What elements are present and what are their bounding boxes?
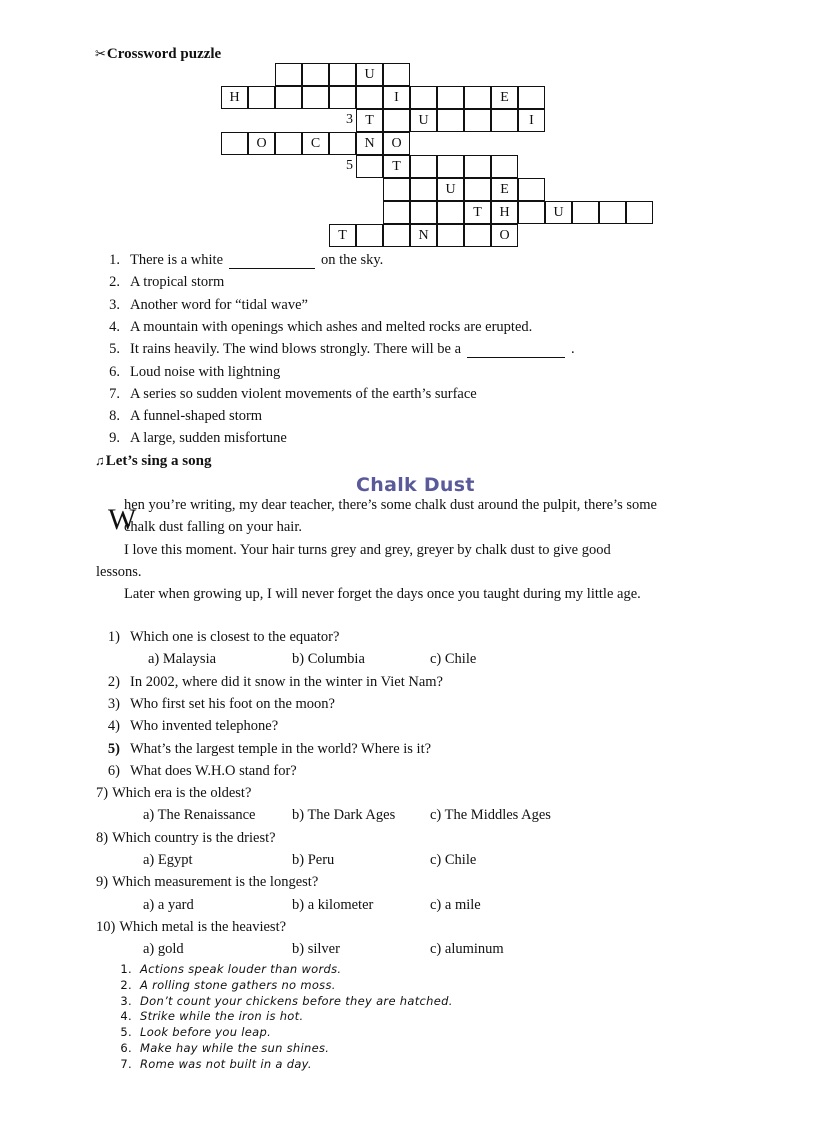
answer-option[interactable]: c) a mile (430, 896, 481, 913)
question-text: Which one is closest to the equator? (130, 629, 340, 645)
clue-number: 8. (109, 408, 120, 425)
crossword-cell[interactable] (356, 155, 383, 178)
crossword-cell[interactable] (410, 201, 437, 224)
answer-option[interactable]: b) a kilometer (292, 896, 374, 913)
question-text: Who invented telephone? (130, 718, 279, 735)
crossword-cell[interactable]: T (329, 224, 356, 247)
clue-number: 6. (109, 363, 120, 380)
crossword-cell[interactable]: H (491, 201, 518, 224)
clue-text: There is a white (130, 252, 224, 268)
proverb-text: A rolling stone gathers no moss. (140, 977, 336, 992)
answer-option[interactable]: c) aluminum (430, 941, 504, 958)
proverb-item (118, 994, 453, 1008)
answer-option[interactable]: c) Chile (430, 651, 477, 668)
proverb-item (118, 1057, 312, 1071)
crossword-cell[interactable]: O (383, 132, 410, 155)
proverb-item (118, 1009, 303, 1023)
crossword-cell[interactable] (437, 86, 464, 109)
song-line: hen you’re writing, my dear teacher, there’s some chalk dust around the pulpit, there’s some (124, 497, 657, 513)
crossword-cell[interactable] (221, 132, 248, 155)
crossword-cell[interactable] (518, 178, 545, 201)
quiz-question (96, 919, 286, 936)
question-number: 7) (96, 785, 109, 802)
crossword-cell[interactable] (302, 63, 329, 86)
clue-item (98, 252, 383, 269)
crossword-cell[interactable] (383, 178, 410, 201)
scissors-icon: ✂ (95, 46, 106, 61)
clue-text: It rains heavily. The wind blows strongly. There will be a (130, 341, 462, 358)
question-number: 4) (107, 718, 120, 735)
clue-text: A series so sudden violent movements of the earth’s surface (130, 385, 477, 402)
clue-text: A tropical storm (130, 274, 225, 291)
quiz-question (98, 763, 297, 780)
crossword-cell[interactable] (329, 63, 356, 86)
crossword-cell[interactable] (302, 86, 329, 109)
crossword-cell[interactable]: U (437, 178, 464, 201)
crossword-cell[interactable]: U (410, 109, 437, 132)
clue-item (98, 386, 477, 403)
clue-text: A large, sudden misfortune (130, 430, 287, 447)
question-text: Which measurement is the longest? (112, 874, 319, 891)
crossword-cell[interactable]: I (518, 109, 545, 132)
crossword-cell[interactable]: I (383, 86, 410, 109)
crossword-cell[interactable] (248, 86, 275, 109)
crossword-heading-text: Crossword puzzle (106, 46, 222, 62)
answer-option[interactable]: c) The Middles Ages (430, 807, 551, 824)
song-line: lessons. (96, 564, 142, 580)
proverb-item (118, 1025, 271, 1039)
crossword-cell[interactable] (491, 109, 518, 132)
quiz-question (96, 830, 276, 847)
proverb-number: 3. (120, 993, 132, 1008)
crossword-cell[interactable] (329, 132, 356, 155)
proverb-text: Strike while the iron is hot. (140, 1009, 304, 1024)
question-number: 2) (107, 673, 120, 690)
crossword-cell[interactable] (356, 86, 383, 109)
crossword-cell[interactable]: O (491, 224, 518, 247)
crossword-cell[interactable]: T (464, 201, 491, 224)
clue-text-after: . (571, 341, 575, 358)
question-text: Which metal is the heaviest? (119, 918, 287, 935)
crossword-cell[interactable] (383, 63, 410, 86)
crossword-cell[interactable]: C (302, 132, 329, 155)
crossword-cell[interactable] (464, 155, 491, 178)
crossword-cell[interactable]: T (356, 109, 383, 132)
answer-option[interactable]: a) Malaysia (148, 651, 217, 668)
proverb-text: Actions speak louder than words. (140, 962, 342, 976)
crossword-cell[interactable] (437, 201, 464, 224)
clue-number: 9. (109, 430, 120, 447)
crossword-cell[interactable] (626, 201, 653, 224)
crossword-cell[interactable] (437, 155, 464, 178)
clue-item (98, 274, 224, 291)
crossword-clue-number: 3 (329, 109, 356, 132)
music-note-icon: ♫ (95, 453, 105, 468)
proverb-item (118, 978, 336, 992)
proverb-number: 4. (120, 1009, 132, 1024)
clue-text: A mountain with openings which ashes and melted rocks are erupted. (130, 318, 533, 335)
clue-text: Loud noise with lightning (130, 363, 281, 380)
quiz-question (98, 629, 339, 646)
question-number: 3) (107, 695, 120, 712)
clue-number: 5. (109, 341, 120, 358)
crossword-cell[interactable] (329, 86, 356, 109)
crossword-cell[interactable] (437, 109, 464, 132)
answer-blank[interactable] (229, 256, 315, 269)
answer-option[interactable]: b) Peru (292, 852, 335, 868)
crossword-cell[interactable]: E (491, 86, 518, 109)
crossword-cell[interactable] (599, 201, 626, 224)
crossword-cell[interactable] (383, 201, 410, 224)
answer-blank[interactable] (467, 345, 565, 358)
crossword-cell[interactable]: O (248, 132, 275, 155)
clue-item (98, 408, 262, 425)
clue-number: 7. (109, 385, 120, 402)
proverb-item (118, 962, 341, 976)
crossword-cell[interactable] (410, 86, 437, 109)
answer-option[interactable]: c) Chile (430, 852, 477, 868)
question-number: 6) (107, 762, 120, 779)
question-text: Which era is the oldest? (112, 785, 252, 802)
answer-option[interactable]: b) The Dark Ages (292, 807, 396, 824)
crossword-cell[interactable] (410, 178, 437, 201)
crossword-cell[interactable] (437, 224, 464, 247)
song-heading-text: Let’s sing a song (105, 453, 212, 469)
crossword-cell[interactable] (356, 224, 383, 247)
crossword-cell[interactable] (464, 86, 491, 109)
crossword-cell[interactable] (491, 155, 518, 178)
crossword-cell[interactable]: U (545, 201, 572, 224)
clue-item (98, 341, 575, 358)
crossword-cell[interactable] (518, 201, 545, 224)
clue-text-after: on the sky. (321, 252, 384, 268)
answer-option[interactable]: a) a yard (143, 896, 194, 913)
clue-item (98, 319, 532, 336)
crossword-clue-number: 5 (329, 155, 356, 178)
answer-option[interactable]: a) Egypt (143, 852, 193, 868)
question-number: 9) (96, 874, 109, 891)
proverb-number: 5. (120, 1025, 132, 1040)
question-text: What’s the largest temple in the world? Where is it? (130, 740, 432, 757)
crossword-cell[interactable] (518, 86, 545, 109)
question-number: 5) (107, 740, 120, 757)
crossword-cell[interactable] (383, 109, 410, 132)
song-heading (95, 453, 211, 470)
clue-item (98, 364, 280, 381)
clue-text: Another word for “tidal wave” (130, 296, 308, 313)
crossword-cell[interactable] (275, 63, 302, 86)
song-line: I love this moment. Your hair turns grey and grey, greyer by chalk dust to give good (124, 542, 611, 558)
proverb-item (118, 1041, 329, 1055)
clue-number: 4. (109, 318, 120, 335)
crossword-cell[interactable] (410, 155, 437, 178)
question-text: Which country is the driest? (112, 829, 276, 846)
quiz-question (98, 674, 443, 691)
answer-option[interactable]: a) The Renaissance (143, 807, 256, 824)
proverb-text: Rome was not built in a day. (140, 1056, 312, 1071)
crossword-cell[interactable] (275, 86, 302, 109)
crossword-cell[interactable] (464, 224, 491, 247)
question-number: 1) (107, 629, 120, 645)
question-text: What does W.H.O stand for? (130, 762, 297, 779)
proverb-text: Look before you leap. (140, 1025, 272, 1040)
crossword-cell[interactable]: U (356, 63, 383, 86)
crossword-cell[interactable] (464, 178, 491, 201)
quiz-question (96, 785, 251, 802)
quiz-question (98, 741, 431, 758)
crossword-cell[interactable] (275, 132, 302, 155)
question-number: 10) (96, 918, 116, 935)
question-text: Who first set his foot on the moon? (130, 695, 335, 712)
crossword-cell[interactable]: N (356, 132, 383, 155)
song-title: Chalk Dust (356, 474, 475, 496)
answer-option[interactable]: b) silver (292, 941, 340, 958)
proverb-number: 1. (120, 962, 132, 976)
clue-item (98, 430, 287, 447)
crossword-cell[interactable]: T (383, 155, 410, 178)
proverb-text: Make hay while the sun shines. (140, 1041, 330, 1055)
clue-text: A funnel-shaped storm (130, 408, 263, 425)
clue-item (98, 297, 308, 314)
question-text: In 2002, where did it snow in the winter in Viet Nam? (130, 673, 443, 690)
answer-option[interactable]: a) gold (143, 941, 184, 958)
proverb-number: 2. (120, 977, 132, 992)
crossword-cell[interactable] (383, 224, 410, 247)
crossword-cell[interactable]: H (221, 86, 248, 109)
clue-number: 3. (109, 296, 120, 313)
clue-number: 2. (109, 274, 120, 291)
clue-number: 1. (109, 252, 120, 268)
song-line: chalk dust falling on your hair. (124, 519, 302, 535)
question-number: 8) (96, 829, 109, 846)
song-line: Later when growing up, I will never forget the days once you taught during my little age. (124, 586, 641, 602)
crossword-cell[interactable]: E (491, 178, 518, 201)
crossword-cell[interactable]: N (410, 224, 437, 247)
answer-option[interactable]: b) Columbia (292, 651, 365, 668)
quiz-question (98, 718, 278, 735)
crossword-cell[interactable] (464, 109, 491, 132)
quiz-question (96, 874, 318, 891)
proverb-number: 6. (120, 1041, 132, 1055)
song-dropcap: W (108, 503, 137, 536)
quiz-question (98, 696, 335, 713)
proverb-number: 7. (120, 1056, 132, 1071)
proverb-text: Don’t count your chickens before they are hatched. (140, 993, 453, 1008)
crossword-grid (0, 0, 816, 260)
crossword-cell[interactable] (572, 201, 599, 224)
